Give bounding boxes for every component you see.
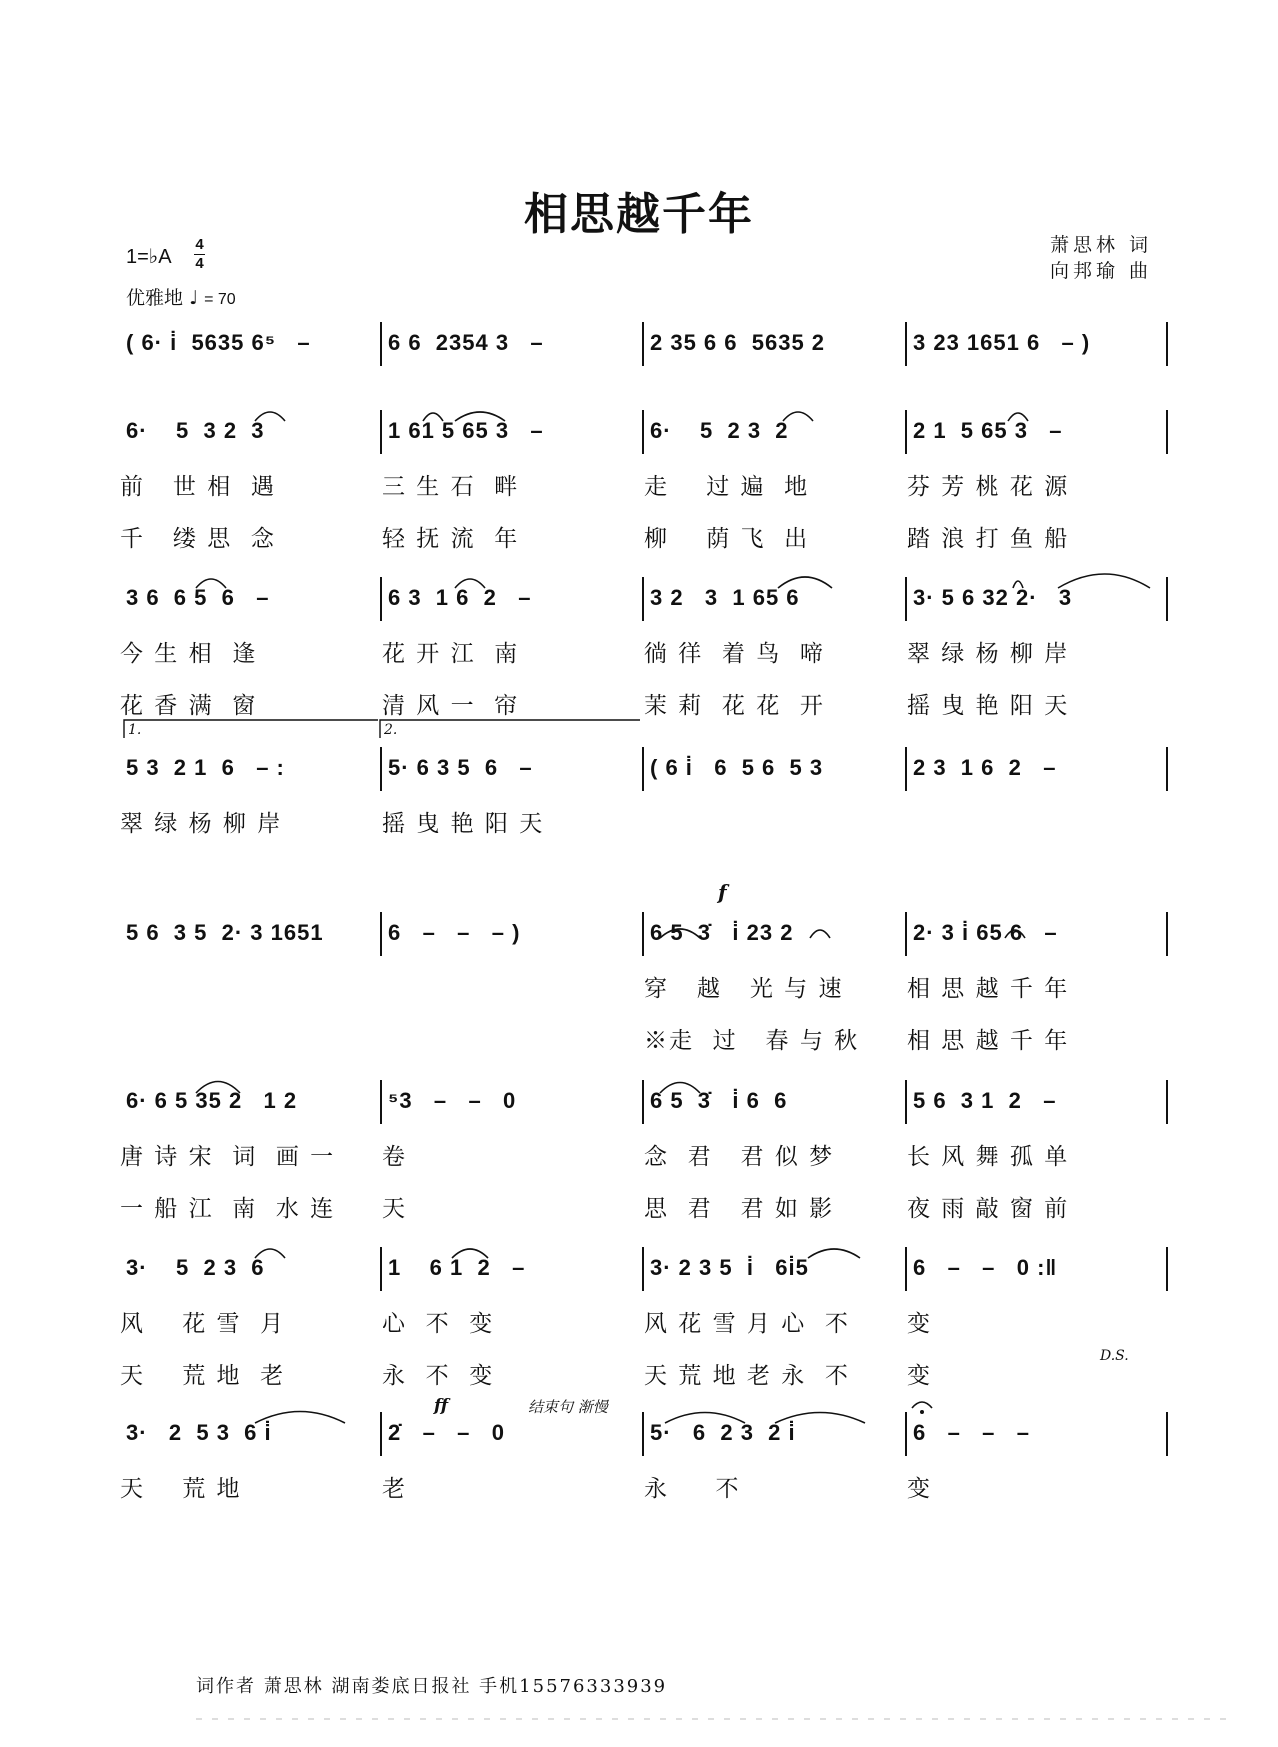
measure: 3 23 1651 6 – ) [913,330,1091,355]
measure: 3· 2 3 5 i̇ 6i̇5 [650,1255,809,1280]
lyric-line: 花 香 满 窗 [120,693,258,719]
measure: 3 6 6 5 6 – [126,585,270,610]
lyric-line: 花 开 江 南 [382,641,520,667]
lyric-line: 永 不 变 [382,1363,495,1389]
ending-tempo-mark: 结束句 渐慢 [528,1398,608,1416]
slur [665,1413,745,1424]
lyric-line: 风 花 雪 月 心 不 [644,1311,850,1337]
measure: 5· 6 3 5 6 – [388,755,533,780]
lyric-line: 一 船 江 南 水 连 [120,1196,336,1222]
volta-2-label: 2. [384,722,398,738]
lyric-line: 翠 绿 杨 柳 岸 [120,811,283,837]
lyric-line: 踏 浪 打 鱼 船 [907,526,1070,552]
measure: 2 35 6 6 5635 2 [650,330,826,355]
slur [455,412,505,421]
lyric-line: 心 不 变 [382,1311,495,1337]
lyric-line: 前 世 相 遇 [120,474,276,500]
measure: 2 1 5 65 3 – [913,418,1063,443]
measure: 3· 2 5 3 6 i̇ [126,1420,272,1445]
song-title: 相思越千年 [524,189,754,240]
composer: 向邦瑜 曲 [1050,260,1153,282]
fermata-dot [920,1410,924,1414]
measure: 6 6 2354 3 – [388,330,544,355]
lyric-line: 变 [907,1476,932,1502]
measure: 2· 3 i̇ 65 6 – [913,920,1058,945]
lyric-line: 思 君 君 如 影 [644,1196,835,1222]
lyricist: 萧思林 词 [1050,234,1153,256]
volta-1-label: 1. [128,722,142,738]
measure: ( 6 i̇ 6 5 6 5 3 [650,755,824,780]
quarter-note-icon: ♩ [189,287,199,309]
measure: 6· 5 3 2 3 [126,418,265,443]
slur [452,1249,488,1258]
lyric-line: 相 思 越 千 年 [907,1028,1070,1054]
lyric-line: 走 过 遍 地 [644,474,810,500]
measure: 3· 5 6 32 2· 3 [913,585,1073,610]
lyric-line: 轻 抚 流 年 [382,526,520,552]
lyric-line: 柳 荫 飞 出 [644,526,810,552]
lyric-line: 变 [907,1311,932,1337]
slur [455,579,485,588]
lyric-line: 天 荒 地 老 永 不 [644,1363,850,1389]
slur [423,413,443,421]
dynamic-forte: f [718,880,727,904]
measure: 2̇ – – 0 [388,1420,505,1445]
lyric-line: 徜 徉 着 鸟 啼 [644,641,825,667]
key-signature: 1=♭A [126,246,172,268]
volta-2 [380,720,640,738]
slur [775,1413,865,1424]
slur [1013,581,1023,588]
measure: ⁵3 – – 0 [388,1088,517,1113]
lyric-line: 芬 芳 桃 花 源 [907,474,1070,500]
slur [660,929,700,938]
measure: 5 6 3 1 2 – [913,1088,1057,1113]
lyric-line: 穿 越 光 与 速 [644,976,844,1002]
measure: 6 – – – ) [388,920,521,945]
lyric-line: 老 [382,1476,407,1502]
fermata [912,1402,932,1408]
measure: 3 2 3 1 65 6 [650,585,800,610]
lyric-line: 卷 [382,1144,407,1170]
slur [778,577,832,588]
measure: 5 3 2 1 6 – : [126,755,285,780]
slur [255,412,285,421]
measure: 6· 6 5 35 2 1 2 [126,1088,298,1113]
measure: 6 – – – [913,1420,1030,1445]
measure: 3· 5 2 3 6 [126,1255,265,1280]
volta-brackets [124,720,640,738]
slur-marks [196,412,1150,1423]
time-bottom: 4 [195,255,204,272]
slur [196,1082,240,1094]
lyric-line: 变 [907,1363,932,1389]
measure: 5 6 3 5 2· 3 1651 [126,920,324,945]
lyric-line: 今 生 相 逢 [120,641,258,667]
lyric-line: 翠 绿 杨 柳 岸 [907,641,1070,667]
slur [660,1083,700,1094]
lyric-line: 三 生 石 畔 [382,474,520,500]
slur [196,579,226,588]
time-top: 4 [195,236,204,253]
lyric-line: 天 [382,1196,407,1222]
slur [255,1249,285,1258]
measure: 1 61 5 65 3 – [388,418,544,443]
slur [1058,574,1150,588]
slur [1008,413,1028,421]
lyric-line: 摇 曳 艳 阳 天 [907,693,1070,719]
lyric-line: 天 荒 地 老 [120,1363,286,1389]
footer-credit: 词作者 萧思林 湖南娄底日报社 手机15576333939 [196,1676,668,1697]
lyric-line: 念 君 君 似 梦 [644,1144,835,1170]
measure: 6 5 3̇ i̇ 6 6 [650,1088,788,1113]
lyric-line: 清 风 一 帘 [382,693,520,719]
lyric-line: 夜 雨 敲 窗 前 [907,1196,1070,1222]
lyric-line: 千 缕 思 念 [120,526,276,552]
measure: 6 – – 0 :‖ [913,1255,1058,1280]
lyric-line: 相 思 越 千 年 [907,976,1070,1002]
footer-faint-line [196,1713,1236,1725]
lyric-line: 长 风 舞 孤 单 [907,1144,1070,1170]
measure: 2 3 1 6 2 – [913,755,1057,780]
measure: 5· 6 2 3 2 i̇ [650,1420,796,1445]
measure: 1 6 1 2 – [388,1255,526,1280]
lyric-line: 天 荒 地 [120,1476,242,1502]
slur [810,930,830,938]
tempo-value: = 70 [204,291,236,308]
slur [255,1412,345,1424]
slur [808,1249,860,1258]
measure: 6 5 3̇ i̇ 23 2 [650,920,794,945]
measure: ( 6· i̇ 5635 6⁵ – [126,330,311,355]
volta-1 [124,720,378,738]
dal-segno-mark: D.S. [1100,1348,1129,1364]
slur [1005,930,1025,938]
measure: 6 3 1 6 2 – [388,585,532,610]
lyric-line: 风 花 雪 月 [120,1311,286,1337]
lyric-line: 唐 诗 宋 词 画 一 [120,1144,336,1170]
tempo-word: 优雅地 [126,287,184,309]
dynamic-fortissimo: ff [434,1396,449,1416]
lyric-line: ※走 过 春 与 秋 [644,1028,860,1054]
lyric-line: 永 不 [644,1476,741,1502]
measure: 6· 5 2 3 2 [650,418,789,443]
lyric-line: 茉 莉 花 花 开 [644,693,825,719]
lyric-line: 摇 曳 艳 阳 天 [382,811,545,837]
slur [783,412,813,421]
